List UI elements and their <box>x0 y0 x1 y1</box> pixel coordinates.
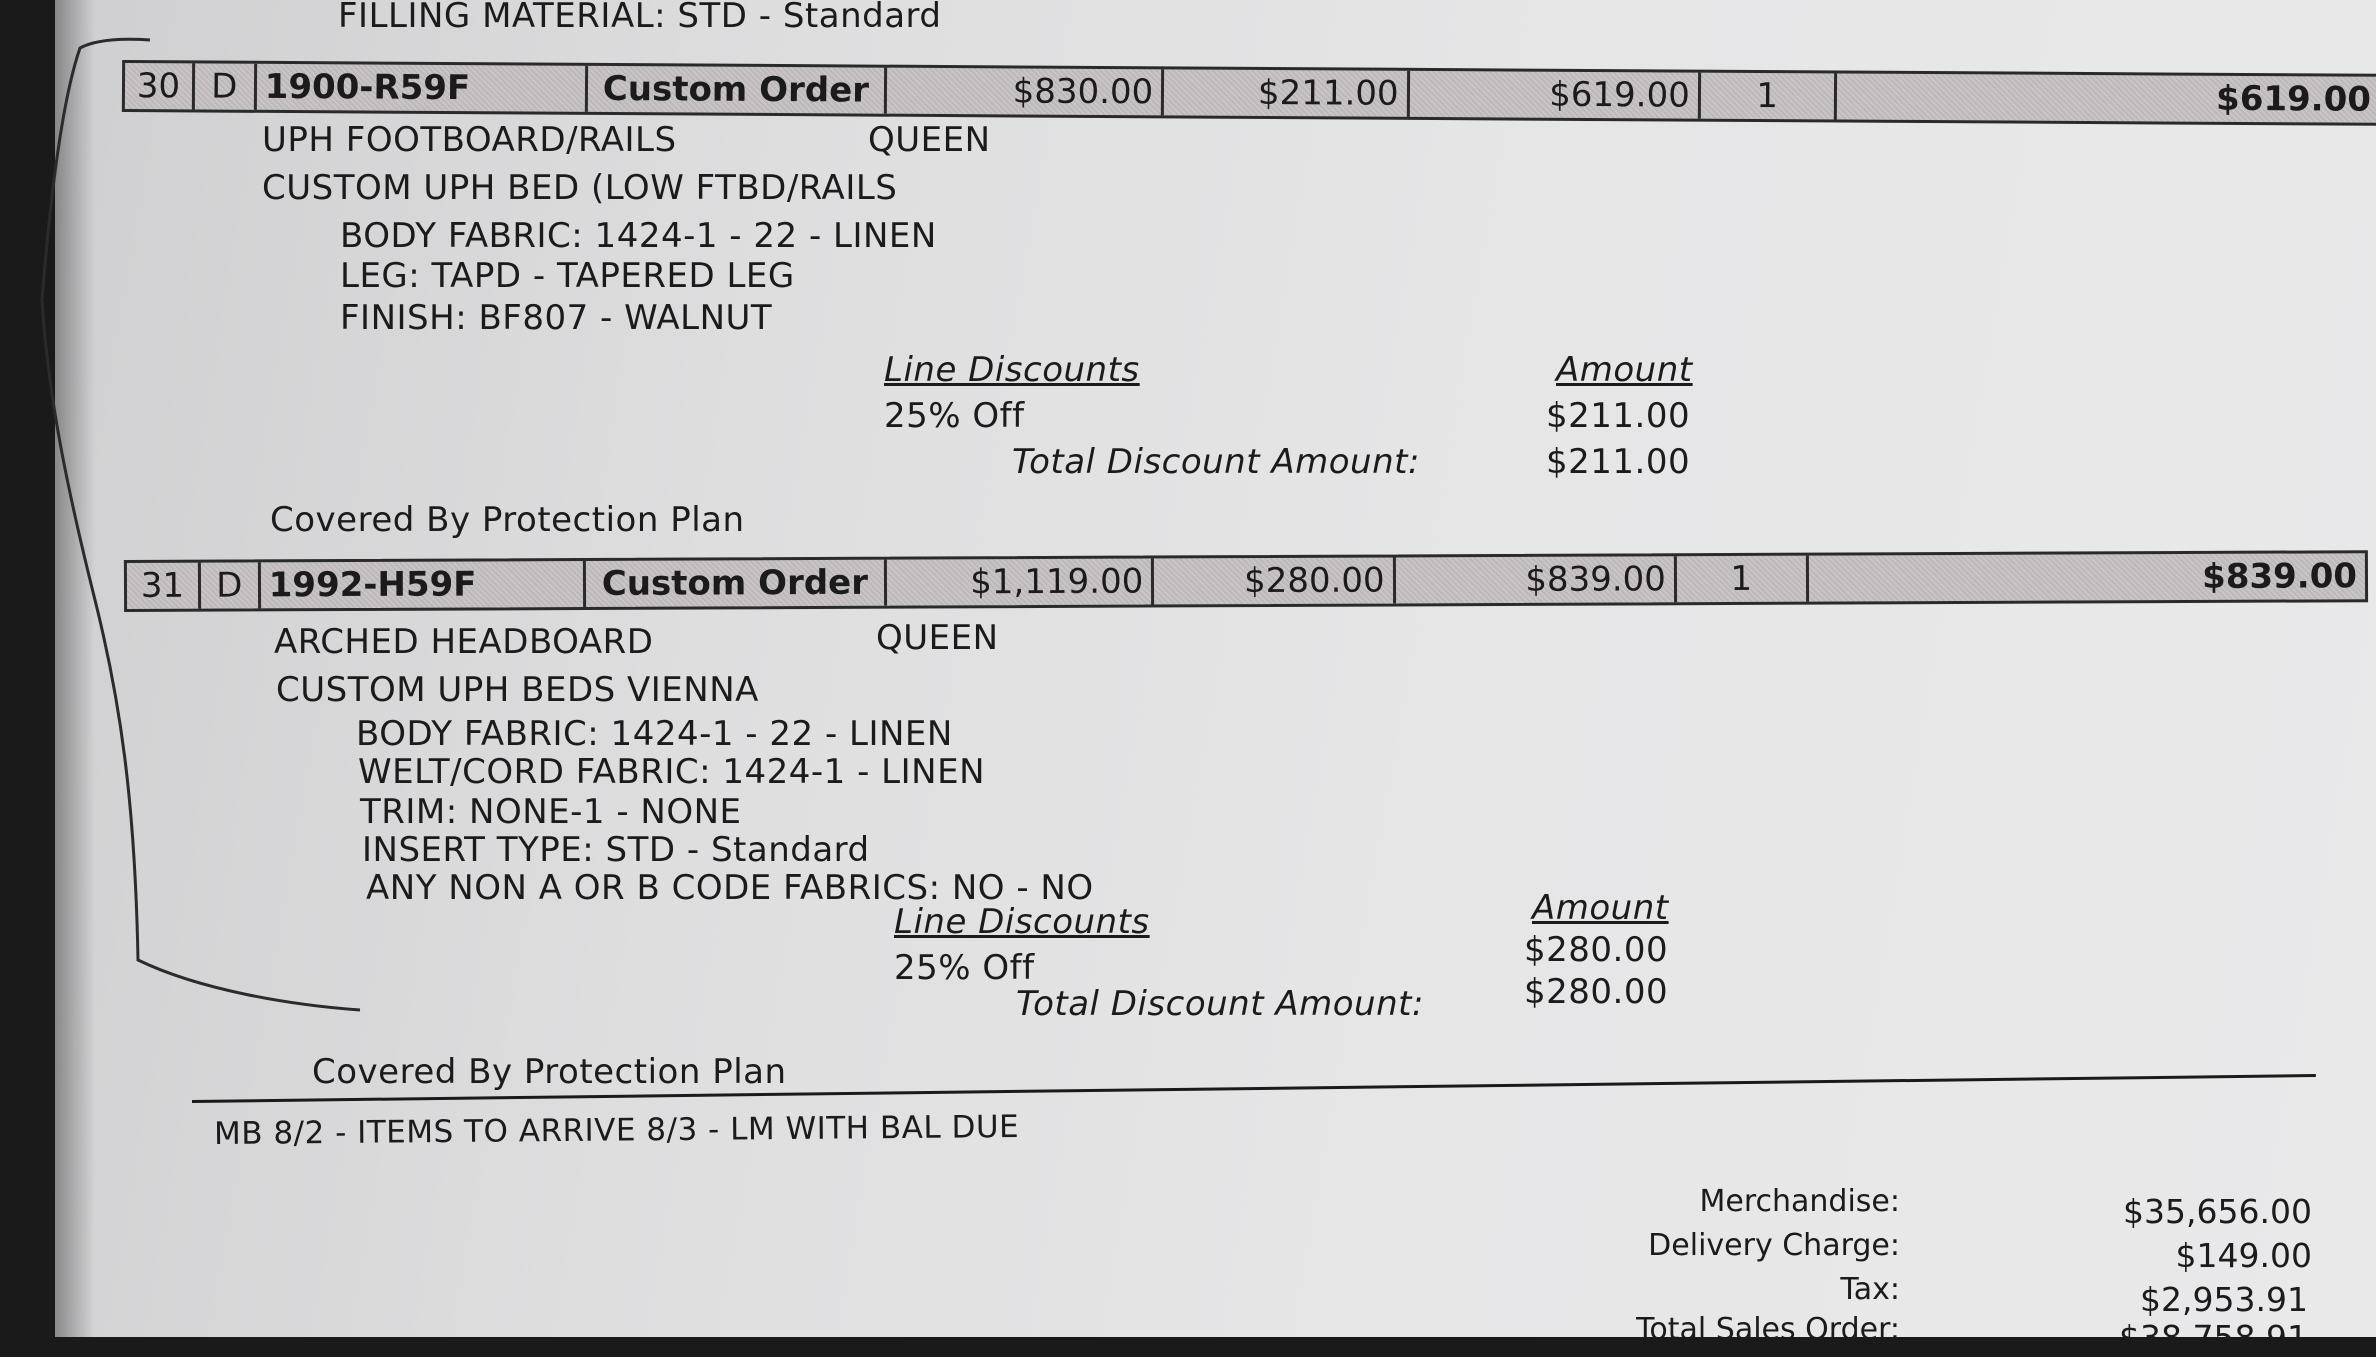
item-31-option: WELT/CORD FABRIC: 1424-1 - LINEN <box>358 752 986 792</box>
item-30-amount-heading: Amount <box>1556 350 1693 390</box>
item-31-total-discount-amount: $280.00 <box>1524 972 1669 1012</box>
item-discount: $280.00 <box>1154 557 1396 604</box>
item-sku: 1900-R59F <box>257 64 588 112</box>
item-31-size: QUEEN <box>876 618 999 658</box>
item-30-option: BODY FABRIC: 1424-1 - 22 - LINEN <box>340 216 937 256</box>
totals-label-merchandise: Merchandise: <box>1699 1184 1900 1219</box>
item-30-desc2: CUSTOM UPH BED (LOW FTBD/RAILS <box>262 168 898 208</box>
item-30-line-discounts-heading: Line Discounts <box>884 350 1140 390</box>
item-31-discount-amount: $280.00 <box>1524 930 1669 970</box>
item-31-line-discounts-heading: Line Discounts <box>894 902 1150 942</box>
item-code: D <box>195 63 257 109</box>
item-number: 31 <box>127 563 201 609</box>
item-30-total-discount-label: Total Discount Amount: <box>1012 442 1420 482</box>
item-30-discount-amount: $211.00 <box>1546 396 1691 436</box>
item-qty: 1 <box>1677 556 1809 603</box>
item-number: 30 <box>125 63 195 109</box>
totals-label-delivery: Delivery Charge: <box>1648 1228 1900 1263</box>
totals-value-total-sales-order: $38,758.91 <box>2119 1318 2308 1357</box>
item-total: $619.00 <box>2215 78 2372 120</box>
item-type: Custom Order <box>586 560 887 607</box>
item-30-option: LEG: TAPD - TAPERED LEG <box>340 256 795 296</box>
item-30-protection: Covered By Protection Plan <box>270 500 745 540</box>
item-31-total-discount-label: Total Discount Amount: <box>1016 984 1424 1024</box>
totals-label-total-sales-order: Total Sales Order: <box>1636 1312 1900 1347</box>
item-31-option: INSERT TYPE: STD - Standard <box>362 830 870 870</box>
item-net: $839.00 <box>1396 556 1677 603</box>
item-30-desc1: UPH FOOTBOARD/RAILS <box>262 120 677 160</box>
item-type: Custom Order <box>588 66 887 114</box>
item-31-option: BODY FABRIC: 1424-1 - 22 - LINEN <box>356 714 953 754</box>
item-31-option: ANY NON A OR B CODE FABRICS: NO - NO <box>366 868 1094 908</box>
item-qty: 1 <box>1701 73 1837 120</box>
item-30-discount-desc: 25% Off <box>884 396 1025 436</box>
item-31-amount-heading: Amount <box>1532 888 1669 928</box>
item-31-discount-desc: 25% Off <box>894 948 1035 988</box>
item-31-option: TRIM: NONE-1 - NONE <box>360 792 742 832</box>
totals-value-delivery: $149.00 <box>2175 1236 2312 1275</box>
item-price: $830.00 <box>887 68 1165 116</box>
item-code: D <box>201 562 261 608</box>
item-31-desc2: CUSTOM UPH BEDS VIENNA <box>276 670 759 710</box>
item-30-total-discount-amount: $211.00 <box>1546 442 1691 482</box>
item-total: $839.00 <box>2202 556 2358 597</box>
item-net: $619.00 <box>1409 71 1700 119</box>
item-price: $1,119.00 <box>887 559 1154 606</box>
totals-value-tax: $2,953.91 <box>2140 1280 2308 1319</box>
totals-value-merchandise: $35,656.00 <box>2123 1192 2312 1231</box>
line-item-31-header <box>124 550 2368 612</box>
item-sku: 1992-H59F <box>261 561 586 608</box>
totals-label-tax: Tax: <box>1840 1272 1900 1307</box>
item-30-option: FINISH: BF807 - WALNUT <box>340 298 773 338</box>
order-note: MB 8/2 - ITEMS TO ARRIVE 8/3 - LM WITH BAL DUE <box>213 1108 1020 1152</box>
item-31-protection: Covered By Protection Plan <box>312 1052 787 1092</box>
item-30-size: QUEEN <box>868 120 991 160</box>
item-discount: $211.00 <box>1164 69 1410 116</box>
filling-material-line: FILLING MATERIAL: STD - Standard <box>338 0 942 36</box>
item-31-desc1: ARCHED HEADBOARD <box>274 622 654 662</box>
